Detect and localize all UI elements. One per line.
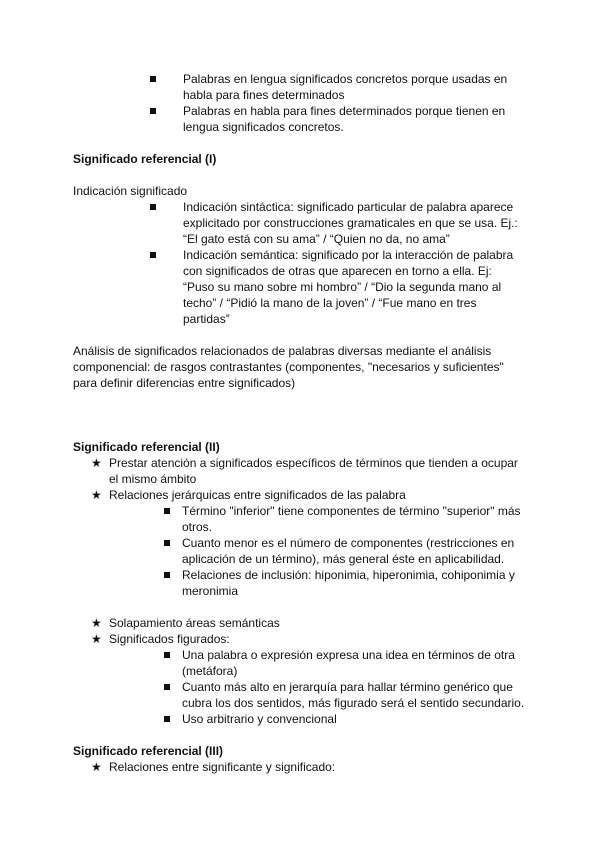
list-item-line: habla para fines determinados (183, 88, 345, 102)
list-item-line: aplicación de un término), más general éste en aplicabilidad. (182, 552, 505, 566)
list-item-line: explicitado por construcciones gramaticales en que se usa. Ej.: (183, 216, 518, 230)
list-item-line: Solapamiento áreas semánticas (109, 616, 280, 630)
list-item-line: Cuanto menor es el número de componentes (restricciones en (182, 536, 515, 550)
list-item-line: Indicación semántica: significado por la interacción de palabra (183, 248, 514, 262)
square-bullet-icon (150, 252, 156, 258)
list-item-line: Relaciones jerárquicas entre significados de las palabra (109, 488, 406, 502)
square-bullet-icon (164, 684, 170, 690)
list-item-line: Uso arbitrario y convencional (182, 712, 337, 726)
square-bullet-icon (164, 572, 170, 578)
list-item-line: Indicación sintáctica: significado particular de palabra aparece (183, 200, 514, 214)
list-item-line: Término "inferior" tiene componentes de término "superior" más (182, 504, 521, 518)
list-item-line: Palabras en habla para fines determinados porque tienen en (183, 104, 506, 118)
square-bullet-icon (164, 540, 170, 546)
section-heading: Significado referencial (I) (73, 152, 217, 166)
section-heading: Significado referencial (III) (73, 744, 224, 758)
paragraph-line: Análisis de significados relacionados de palabras diversas mediante el análisis (73, 344, 492, 358)
list-item-line: “El gato está con su ama” / “Quien no da, no ama” (183, 232, 450, 246)
list-item-line: con significados de otras que aparecen en torno a ella. Ej: (183, 264, 492, 278)
star-bullet-icon: ★ (91, 616, 102, 630)
square-bullet-icon (150, 76, 156, 82)
list-item-line: Relaciones de inclusión: hiponimia, hiperonimia, cohiponimia y (182, 568, 515, 582)
list-item-line: Significados figurados: (109, 632, 230, 646)
list-item-line: (metáfora) (182, 664, 238, 678)
star-bullet-icon: ★ (91, 456, 102, 470)
list-item-line: Relaciones entre significante y significado: (109, 760, 336, 774)
square-bullet-icon (150, 108, 156, 114)
paragraph-line: para definir diferencias entre significados) (73, 376, 296, 390)
list-item-line: Cuanto más alto en jerarquía para hallar término genérico que (182, 680, 513, 694)
list-item-line: “Puso su mano sobre mi hombro” / “Dio la segunda mano al (183, 280, 502, 294)
square-bullet-icon (164, 508, 170, 514)
section-heading: Significado referencial (II) (73, 440, 220, 454)
list-item-line: meronimia (182, 584, 239, 598)
list-item-line: Prestar atención a significados específicos de términos que tienden a ocupar (109, 456, 518, 470)
paragraph-line: componencial: de rasgos contrastantes (componentes, "necesarios y suficientes" (73, 360, 504, 374)
list-item-line: cubra los dos sentidos, más figurado será el sentido secundario. (182, 696, 525, 710)
list-item-line: Palabras en lengua significados concretos porque usadas en (183, 72, 508, 86)
list-item-line: Una palabra o expresión expresa una idea en términos de otra (182, 648, 515, 662)
list-item-line: lengua significados concretos. (183, 120, 344, 134)
list-item-line: techo” / “Pidió la mano de la joven” / “Fue mano en tres (183, 296, 477, 310)
list-item-line: partidas” (183, 312, 230, 326)
list-item-line: otros. (182, 520, 213, 534)
square-bullet-icon (164, 652, 170, 658)
intro-text: Indicación significado (73, 184, 188, 198)
square-bullet-icon (150, 204, 156, 210)
star-bullet-icon: ★ (91, 760, 102, 774)
star-bullet-icon: ★ (91, 632, 102, 646)
list-item-line: el mismo ámbito (109, 472, 197, 486)
square-bullet-icon (164, 716, 170, 722)
star-bullet-icon: ★ (91, 488, 102, 502)
